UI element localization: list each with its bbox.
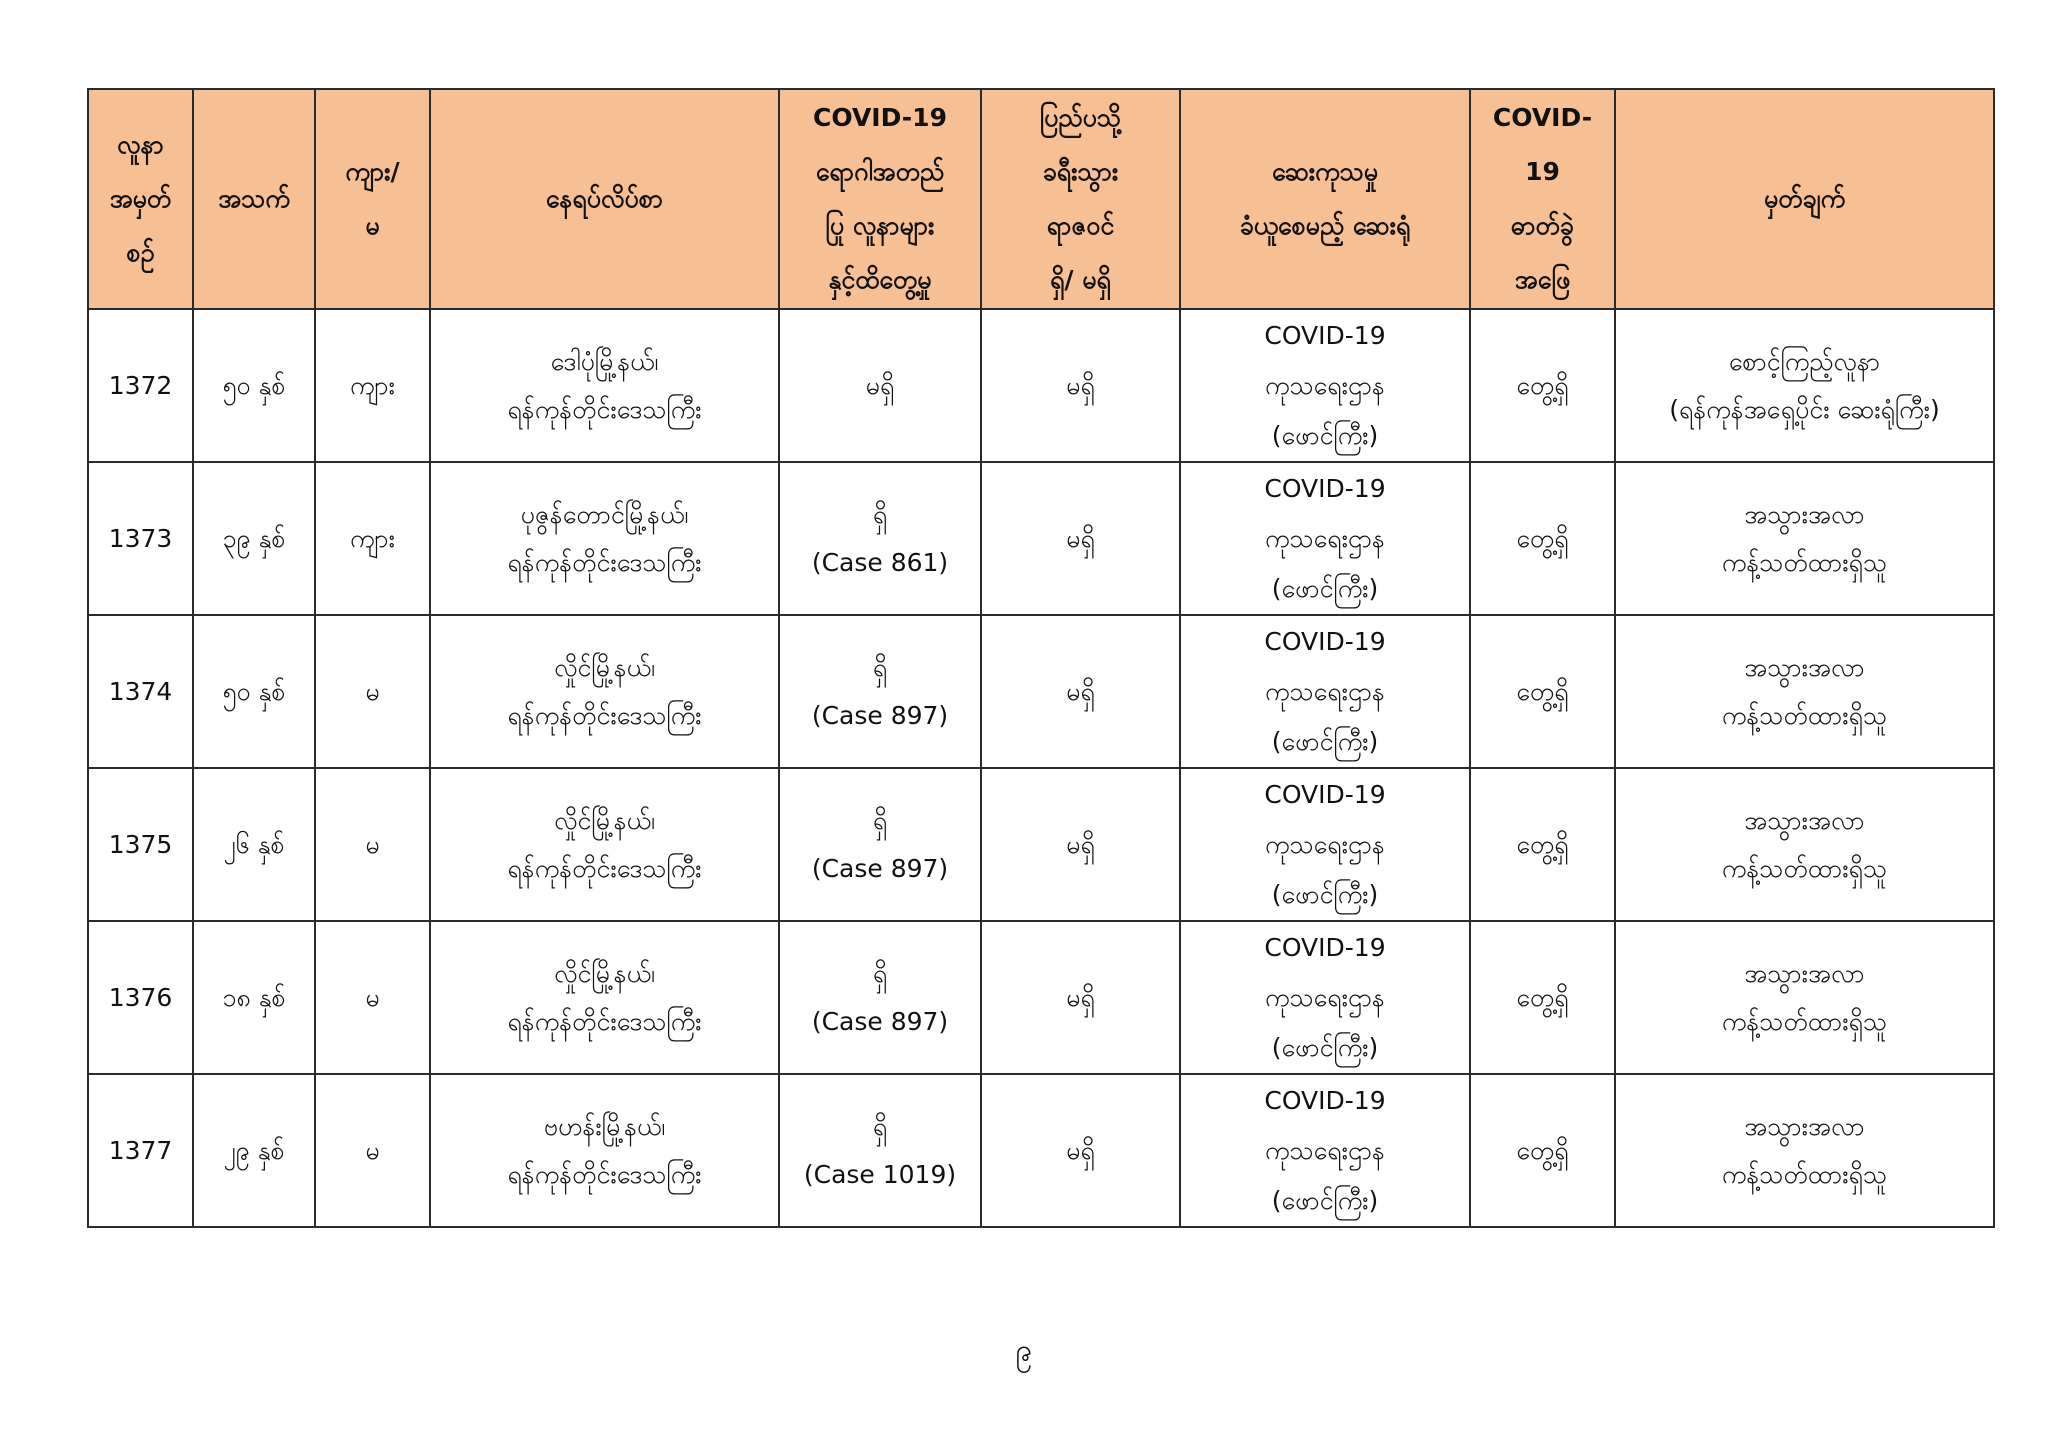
contact-cell-line: (Case 861) [811,547,949,577]
remark-cell [1615,768,1994,921]
sex-cell: ကျား [315,462,430,615]
hospital-cell-line: COVID-19 [1264,473,1386,503]
lab-result-header [1470,89,1615,309]
address-cell-line: လှိုင်မြို့နယ်၊ [554,958,655,988]
header-line: ခံယူစေမည့် ဆေးရုံ [1239,211,1411,240]
header-line: မ [365,211,380,240]
age-cell: ၃၉ နှစ် [193,462,315,615]
remark-cell [1615,309,1994,462]
address-cell-line: ရန်ကုန်တိုင်းဒေသကြီး [507,547,702,577]
travel-history-cell: မရှိ [981,921,1180,1074]
remark-header [1615,89,1994,309]
address-cell-line: ဒေါပုံမြို့နယ်၊ [550,346,659,376]
contact-cell-line: (Case 897) [811,700,949,730]
address-cell-line: ရန်ကုန်တိုင်းဒေသကြီး [507,853,702,883]
hospital-cell-line: ကုသရေးဌာန [1265,829,1385,859]
header-line: ဓာတ်ခွဲ [1511,211,1574,240]
address-cell-line: ဗဟန်းမြို့နယ်၊ [543,1111,666,1141]
patient-number-cell: 1375 [88,768,193,921]
hospital-cell-line: (ဖောင်ကြီး) [1271,420,1379,450]
sex-cell: မ [315,921,430,1074]
header-line: စဉ် [126,238,155,267]
contact-cell [779,309,981,462]
remark-cell [1615,615,1994,768]
hospital-cell [1180,1074,1470,1227]
covid-cases-table [87,88,1995,1228]
contact-cell-line: (Case 897) [811,1006,949,1036]
hospital-cell-line: (ဖောင်ကြီး) [1271,573,1379,603]
hospital-cell-line: COVID-19 [1264,626,1386,656]
header-line: 19 [1525,157,1560,186]
remark-cell [1615,1074,1994,1227]
sex-cell: မ [315,1074,430,1227]
hospital-cell [1180,462,1470,615]
remark-cell [1615,921,1994,1074]
hospital-cell [1180,309,1470,462]
lab-result-cell: တွေ့ရှိ [1470,768,1615,921]
header-line: နှင့်ထိတွေ့မှု [828,265,932,294]
table-body [88,309,1994,1227]
contact-cell-line: ရှိ [872,499,888,529]
address-cell-line: ရန်ကုန်တိုင်းဒေသကြီး [507,394,702,424]
patient-number-header [88,89,193,309]
patient-number-cell: 1377 [88,1074,193,1227]
contact-cell-line: (Case 897) [811,853,949,883]
age-header [193,89,315,309]
header-line: အမှတ် [109,184,172,213]
table-row [88,1074,1994,1227]
address-cell-line: ပုဇွန်တောင်မြို့နယ်၊ [520,499,689,529]
remark-cell-line: ကန့်သတ်ထားရှိသူ [1721,1159,1888,1189]
header-line: ရောဂါအတည် [815,157,945,186]
age-cell: ၂၉ နှစ် [193,1074,315,1227]
contact-cell [779,462,981,615]
table-row [88,462,1994,615]
header-line: ရာဇဝင် [1046,211,1115,240]
contact-cell-line: ရှိ [872,958,888,988]
sex-header [315,89,430,309]
hospital-header [1180,89,1470,309]
lab-result-cell: တွေ့ရှိ [1470,921,1615,1074]
age-cell: ၅၀ နှစ် [193,309,315,462]
table-header [88,89,1994,309]
patient-number-cell: 1373 [88,462,193,615]
remark-cell-line: အသွားအလာ [1744,499,1865,529]
hospital-cell-line: COVID-19 [1264,779,1386,809]
patient-number-cell: 1372 [88,309,193,462]
header-line: COVID- [1492,103,1593,132]
age-cell: ၁၈ နှစ် [193,921,315,1074]
contact-header [779,89,981,309]
contact-cell [779,921,981,1074]
contact-cell [779,615,981,768]
header-line: လူနာ [117,130,164,159]
hospital-cell-line: (ဖောင်ကြီး) [1271,726,1379,756]
hospital-cell-line: (ဖောင်ကြီး) [1271,1185,1379,1215]
page-number: ၉ [1015,1333,1033,1368]
remark-cell-line: ကန့်သတ်ထားရှိသူ [1721,1006,1888,1036]
hospital-cell-line: ကုသရေးဌာန [1265,982,1385,1012]
address-header [430,89,779,309]
remark-cell-line: ကန့်သတ်ထားရှိသူ [1721,547,1888,577]
header-line: မှတ်ချက် [1763,184,1846,213]
hospital-cell-line: ကုသရေးဌာန [1265,676,1385,706]
hospital-cell-line: COVID-19 [1264,932,1386,962]
address-cell-line: ရန်ကုန်တိုင်းဒေသကြီး [507,1006,702,1036]
lab-result-cell: တွေ့ရှိ [1470,462,1615,615]
address-cell-line: ရန်ကုန်တိုင်းဒေသကြီး [507,1159,702,1189]
header-line: အဖြေ [1514,265,1571,294]
sex-cell: မ [315,768,430,921]
travel-history-header [981,89,1180,309]
contact-cell-line: ရှိ [872,1111,888,1141]
address-cell [430,768,779,921]
travel-history-cell: မရှိ [981,462,1180,615]
lab-result-cell: တွေ့ရှိ [1470,615,1615,768]
address-cell-line: ရန်ကုန်တိုင်းဒေသကြီး [507,700,702,730]
header-line: COVID-19 [813,103,947,132]
sex-cell: ကျား [315,309,430,462]
contact-cell [779,1074,981,1227]
sex-cell: မ [315,615,430,768]
hospital-cell-line: (ဖောင်ကြီး) [1271,1032,1379,1062]
age-cell: ၂၆ နှစ် [193,768,315,921]
remark-cell-line: အသွားအလာ [1744,958,1865,988]
age-cell: ၅၀ နှစ် [193,615,315,768]
header-line: နေရပ်လိပ်စာ [545,184,664,213]
address-cell [430,1074,779,1227]
contact-cell-line: မရှိ [865,370,895,400]
travel-history-cell: မရှိ [981,768,1180,921]
table-row [88,768,1994,921]
remark-cell-line: အသွားအလာ [1744,1111,1865,1141]
remark-cell [1615,462,1994,615]
hospital-cell [1180,768,1470,921]
remark-cell-line: (ရန်ကုန်အရှေ့ပိုင်း ဆေးရုံကြီး) [1669,394,1940,424]
header-line: ရှိ/ မရှိ [1050,265,1111,294]
address-cell [430,309,779,462]
hospital-cell-line: ကုသရေးဌာန [1265,370,1385,400]
travel-history-cell: မရှိ [981,1074,1180,1227]
hospital-cell-line: ကုသရေးဌာန [1265,523,1385,553]
patient-number-cell: 1376 [88,921,193,1074]
remark-cell-line: အသွားအလာ [1744,652,1865,682]
contact-cell-line: ရှိ [872,805,888,835]
travel-history-cell: မရှိ [981,615,1180,768]
address-cell-line: လှိုင်မြို့နယ်၊ [554,652,655,682]
contact-cell-line: ရှိ [872,652,888,682]
lab-result-cell: တွေ့ရှိ [1470,1074,1615,1227]
table-row [88,615,1994,768]
table-row [88,309,1994,462]
travel-history-cell: မရှိ [981,309,1180,462]
remark-cell-line: စောင့်ကြည့်လူနာ [1728,346,1881,376]
hospital-cell-line: ကုသရေးဌာန [1265,1135,1385,1165]
remark-cell-line: ကန့်သတ်ထားရှိသူ [1721,853,1888,883]
hospital-cell-line: COVID-19 [1264,320,1386,350]
lab-result-cell: တွေ့ရှိ [1470,309,1615,462]
contact-cell-line: (Case 1019) [803,1159,957,1189]
address-cell [430,615,779,768]
header-line: ပြည်ပသို့ [1039,103,1122,132]
address-cell-line: လှိုင်မြို့နယ်၊ [554,805,655,835]
table-row [88,921,1994,1074]
hospital-cell [1180,921,1470,1074]
hospital-cell-line: (ဖောင်ကြီး) [1271,879,1379,909]
header-line: ပြု လူနာများ [825,211,935,240]
contact-cell [779,768,981,921]
patient-number-cell: 1374 [88,615,193,768]
header-line: ဆေးကုသမှု [1271,157,1379,186]
remark-cell-line: ကန့်သတ်ထားရှိသူ [1721,700,1888,730]
address-cell [430,921,779,1074]
header-row [88,89,1994,309]
header-line: ကျား/ [345,157,400,186]
hospital-cell [1180,615,1470,768]
hospital-cell-line: COVID-19 [1264,1085,1386,1115]
address-cell [430,462,779,615]
header-line: အသက် [218,184,290,213]
header-line: ခရီးသွား [1042,157,1119,186]
remark-cell-line: အသွားအလာ [1744,805,1865,835]
